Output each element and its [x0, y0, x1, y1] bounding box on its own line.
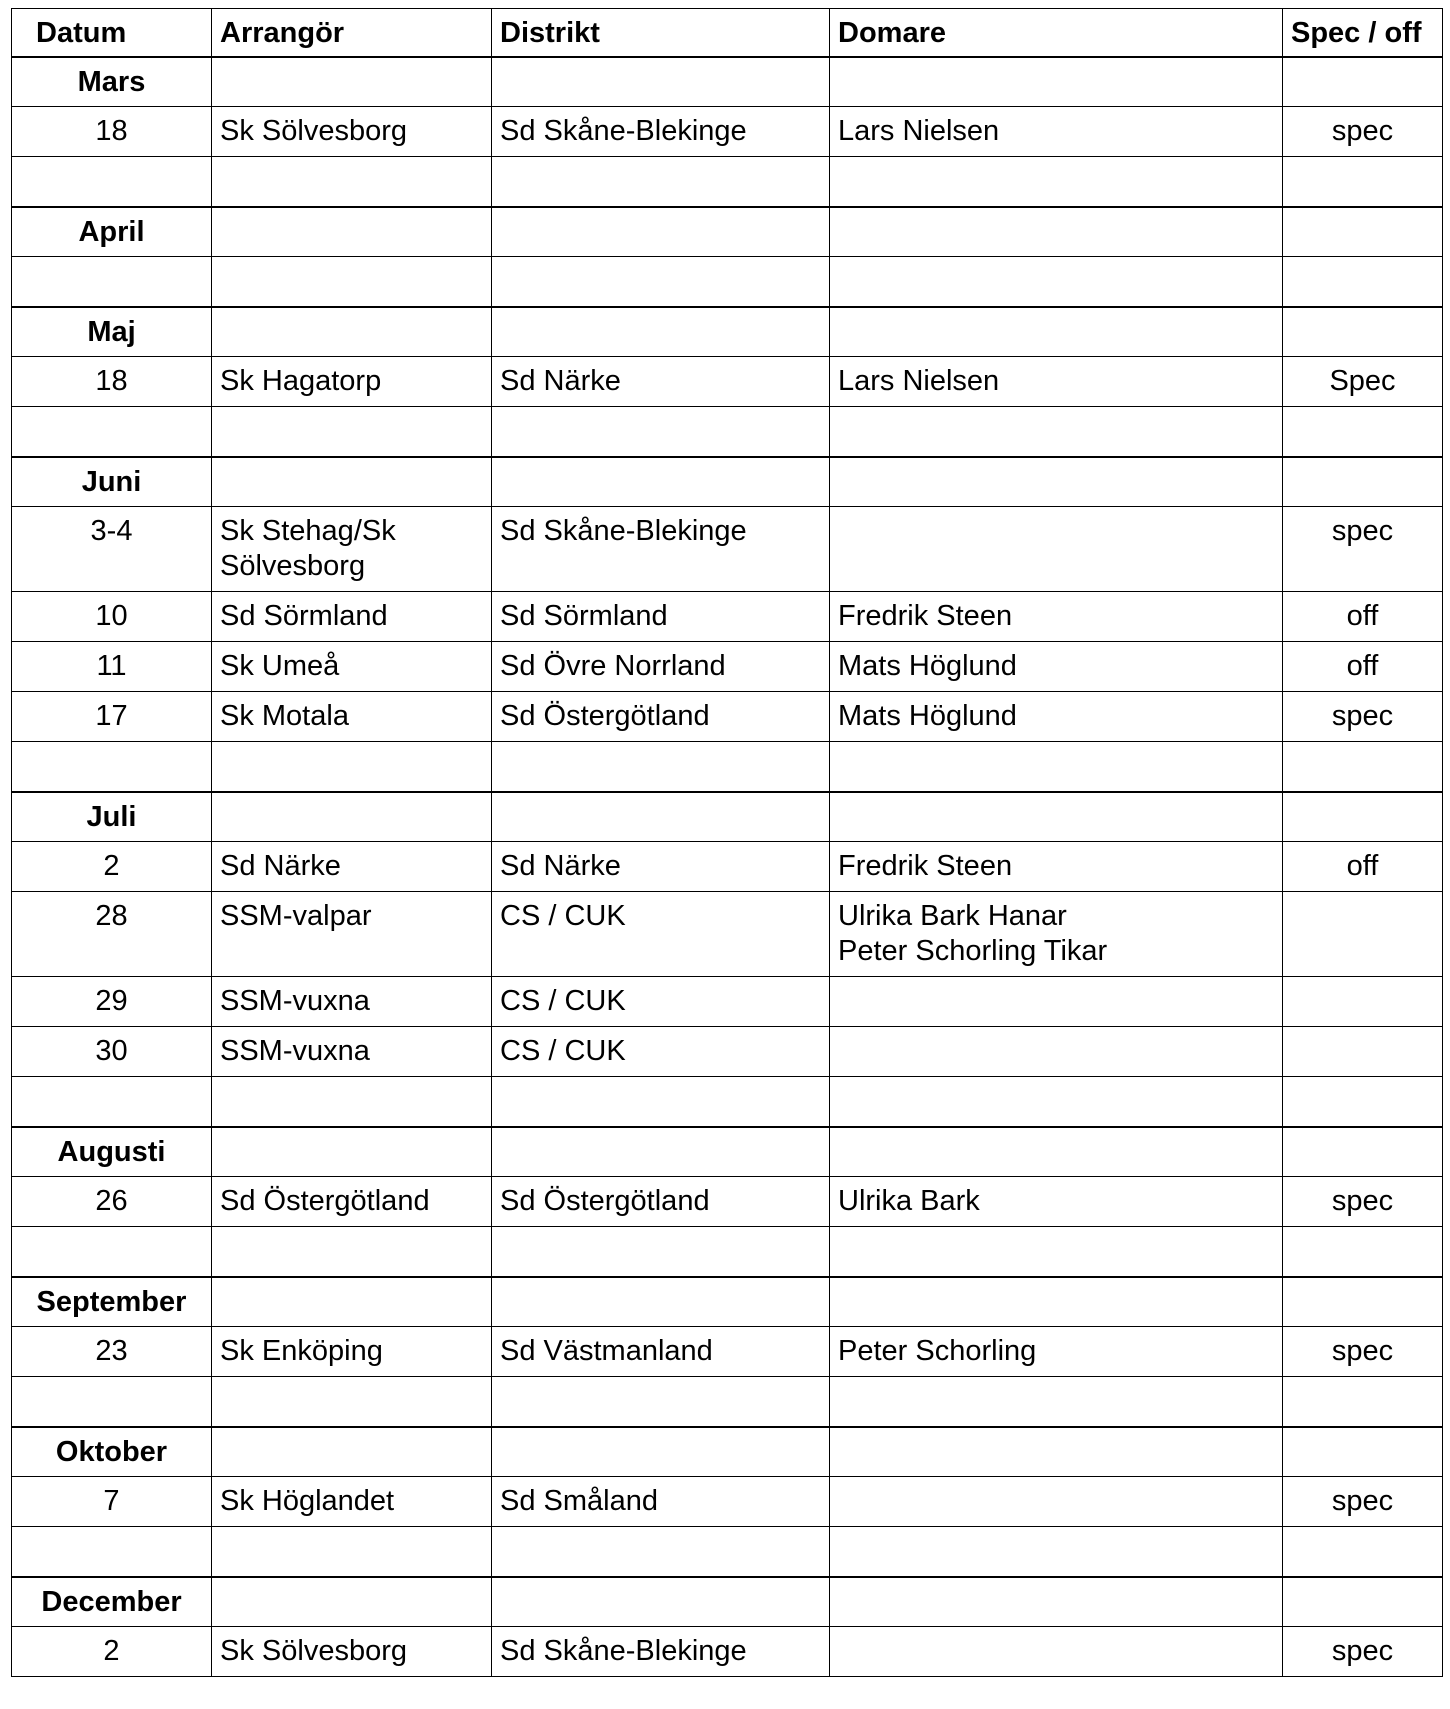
district-cell	[492, 407, 830, 457]
cell-text: Augusti	[57, 1135, 166, 1168]
cell-text: off	[1346, 850, 1379, 882]
arranger-cell	[212, 642, 492, 692]
cell-text: 2	[103, 1635, 120, 1667]
month-row	[12, 792, 1443, 842]
cell-text: Ulrika Bark Hanar Peter Schorling Tikar	[838, 900, 1108, 967]
cell-text: 11	[96, 650, 127, 682]
schedule-body	[12, 57, 1443, 1677]
table-row	[12, 892, 1443, 977]
month-row	[12, 207, 1443, 257]
judge-cell	[830, 207, 1283, 257]
date-cell	[12, 592, 212, 642]
cell-text: Sd Östergötland	[220, 1185, 430, 1217]
spec-off-cell	[1283, 1477, 1443, 1527]
month-label	[12, 1427, 212, 1477]
cell-text: Sk Motala	[220, 700, 349, 732]
judge-cell	[830, 407, 1283, 457]
cell-text: Oktober	[55, 1435, 168, 1468]
district-cell	[492, 57, 830, 107]
arranger-cell	[212, 107, 492, 157]
date-cell	[12, 407, 212, 457]
header-arrangor: Arrangör	[212, 9, 492, 57]
cell-text: 17	[95, 700, 128, 732]
district-cell	[492, 1627, 830, 1677]
cell-text: Sk Sölvesborg	[220, 115, 407, 147]
district-cell	[492, 842, 830, 892]
district-cell	[492, 1227, 830, 1277]
judge-cell	[830, 742, 1283, 792]
spec-off-cell	[1283, 357, 1443, 407]
arranger-cell	[212, 157, 492, 207]
cell-text: Sd Sörmland	[500, 600, 668, 632]
judge-cell	[830, 1477, 1283, 1527]
arranger-cell	[212, 1477, 492, 1527]
district-cell	[492, 892, 830, 977]
spec-off-cell	[1283, 1027, 1443, 1077]
judge-cell	[830, 842, 1283, 892]
arranger-cell	[212, 792, 492, 842]
cell-text: April	[78, 215, 145, 248]
spec-off-cell	[1283, 1077, 1443, 1127]
arranger-cell	[212, 1627, 492, 1677]
arranger-cell	[212, 1077, 492, 1127]
spec-off-cell	[1283, 57, 1443, 107]
arranger-cell	[212, 1277, 492, 1327]
arranger-cell	[212, 307, 492, 357]
cell-text: Peter Schorling	[838, 1335, 1037, 1367]
date-cell	[12, 1527, 212, 1577]
judge-cell	[830, 107, 1283, 157]
blank-row	[12, 257, 1443, 307]
judge-cell	[830, 1077, 1283, 1127]
arranger-cell	[212, 257, 492, 307]
cell-text: Sd Närke	[500, 365, 621, 397]
spec-off-cell	[1283, 207, 1443, 257]
district-cell	[492, 1477, 830, 1527]
judge-cell	[830, 1177, 1283, 1227]
cell-text: spec	[1331, 700, 1394, 732]
arranger-cell	[212, 1577, 492, 1627]
table-row	[12, 357, 1443, 407]
cell-text: CS / CUK	[500, 985, 626, 1017]
date-cell	[12, 977, 212, 1027]
district-cell	[492, 692, 830, 742]
spec-off-cell	[1283, 642, 1443, 692]
month-label	[12, 307, 212, 357]
cell-text: Sd Småland	[500, 1485, 658, 1517]
table-row	[12, 1327, 1443, 1377]
date-cell	[12, 642, 212, 692]
judge-cell	[830, 257, 1283, 307]
cell-text: SSM-vuxna	[220, 985, 370, 1017]
cell-text: Mats Höglund	[838, 700, 1017, 732]
header-domare: Domare	[830, 9, 1283, 57]
judge-cell	[830, 642, 1283, 692]
cell-text: Mars	[77, 65, 146, 98]
district-cell	[492, 1127, 830, 1177]
month-row	[12, 1577, 1443, 1627]
cell-text: spec	[1331, 115, 1394, 147]
spec-off-cell	[1283, 1227, 1443, 1277]
spec-off-cell	[1283, 257, 1443, 307]
arranger-cell	[212, 1527, 492, 1577]
district-cell	[492, 977, 830, 1027]
spec-off-cell	[1283, 592, 1443, 642]
spec-off-cell	[1283, 1577, 1443, 1627]
date-cell	[12, 842, 212, 892]
judge-cell	[830, 57, 1283, 107]
blank-row	[12, 157, 1443, 207]
date-cell	[12, 692, 212, 742]
judge-cell	[830, 1577, 1283, 1627]
date-cell	[12, 257, 212, 307]
cell-text: Ulrika Bark	[838, 1185, 980, 1217]
cell-text: spec	[1331, 1185, 1394, 1217]
table-row	[12, 592, 1443, 642]
district-cell	[492, 307, 830, 357]
judge-cell	[830, 892, 1283, 977]
cell-text: SSM-valpar	[220, 900, 372, 932]
judge-cell	[830, 1127, 1283, 1177]
district-cell	[492, 792, 830, 842]
table-row	[12, 507, 1443, 592]
arranger-cell	[212, 1377, 492, 1427]
cell-text: Juni	[81, 465, 142, 498]
month-label	[12, 792, 212, 842]
arranger-cell	[212, 1127, 492, 1177]
month-row	[12, 307, 1443, 357]
spec-off-cell	[1283, 507, 1443, 592]
spec-off-cell	[1283, 457, 1443, 507]
date-cell	[12, 1027, 212, 1077]
arranger-cell	[212, 1227, 492, 1277]
spec-off-cell	[1283, 742, 1443, 792]
table-row	[12, 977, 1443, 1027]
district-cell	[492, 742, 830, 792]
district-cell	[492, 592, 830, 642]
cell-text: Sk Umeå	[220, 650, 340, 682]
district-cell	[492, 1077, 830, 1127]
arranger-cell	[212, 1327, 492, 1377]
cell-text: 30	[95, 1035, 128, 1067]
cell-text: Sd Närke	[500, 850, 621, 882]
table-row	[12, 1027, 1443, 1077]
cell-text: SSM-vuxna	[220, 1035, 370, 1067]
month-row	[12, 1427, 1443, 1477]
cell-text: Sk Hagatorp	[220, 365, 382, 397]
cell-text: spec	[1331, 1635, 1394, 1667]
month-label	[12, 1277, 212, 1327]
table-row	[12, 1177, 1443, 1227]
judge-cell	[830, 307, 1283, 357]
arranger-cell	[212, 977, 492, 1027]
cell-text: Fredrik Steen	[838, 600, 1013, 632]
cell-text: Sk Sölvesborg	[220, 1635, 407, 1667]
header-distrikt: Distrikt	[492, 9, 830, 57]
spec-off-cell	[1283, 977, 1443, 1027]
month-row	[12, 1277, 1443, 1327]
cell-text: Sd Skåne-Blekinge	[500, 515, 747, 547]
cell-text: Sd Övre Norrland	[500, 650, 726, 682]
judge-cell	[830, 357, 1283, 407]
cell-text: 10	[95, 600, 128, 632]
table-row	[12, 1627, 1443, 1677]
table-row	[12, 107, 1443, 157]
spec-off-cell	[1283, 692, 1443, 742]
district-cell	[492, 357, 830, 407]
district-cell	[492, 507, 830, 592]
blank-row	[12, 1377, 1443, 1427]
cell-text: 3-4	[90, 515, 133, 547]
spec-off-cell	[1283, 792, 1443, 842]
judge-cell	[830, 157, 1283, 207]
district-cell	[492, 1377, 830, 1427]
spec-off-cell	[1283, 157, 1443, 207]
district-cell	[492, 1427, 830, 1477]
arranger-cell	[212, 57, 492, 107]
table-row	[12, 642, 1443, 692]
blank-row	[12, 1527, 1443, 1577]
date-cell	[12, 742, 212, 792]
cell-text: spec	[1331, 515, 1394, 547]
schedule-table	[11, 8, 1443, 1677]
cell-text: spec	[1331, 1335, 1394, 1367]
cell-text: CS / CUK	[500, 1035, 626, 1067]
cell-text: Sd Skåne-Blekinge	[500, 115, 747, 147]
arranger-cell	[212, 207, 492, 257]
spec-off-cell	[1283, 1627, 1443, 1677]
blank-row	[12, 1227, 1443, 1277]
cell-text: 18	[95, 365, 128, 397]
date-cell	[12, 1077, 212, 1127]
table-row	[12, 692, 1443, 742]
date-cell	[12, 157, 212, 207]
cell-text: 28	[95, 900, 128, 932]
cell-text: Sk Enköping	[220, 1335, 383, 1367]
spec-off-cell	[1283, 1127, 1443, 1177]
arranger-cell	[212, 407, 492, 457]
arranger-cell	[212, 892, 492, 977]
cell-text: Sd Sörmland	[220, 600, 388, 632]
judge-cell	[830, 1527, 1283, 1577]
cell-text: 29	[95, 985, 128, 1017]
district-cell	[492, 207, 830, 257]
date-cell	[12, 507, 212, 592]
arranger-cell	[212, 357, 492, 407]
judge-cell	[830, 1627, 1283, 1677]
spec-off-cell	[1283, 892, 1443, 977]
district-cell	[492, 642, 830, 692]
date-cell	[12, 357, 212, 407]
blank-row	[12, 742, 1443, 792]
spec-off-cell	[1283, 1327, 1443, 1377]
judge-cell	[830, 592, 1283, 642]
cell-text: Sd Skåne-Blekinge	[500, 1635, 747, 1667]
judge-cell	[830, 1327, 1283, 1377]
date-cell	[12, 1377, 212, 1427]
district-cell	[492, 1027, 830, 1077]
cell-text: Mats Höglund	[838, 650, 1017, 682]
cell-text: 23	[95, 1335, 128, 1367]
judge-cell	[830, 457, 1283, 507]
spec-off-cell	[1283, 1277, 1443, 1327]
cell-text: Sd Östergötland	[500, 700, 710, 732]
cell-text: Sd Östergötland	[500, 1185, 710, 1217]
arranger-cell	[212, 692, 492, 742]
cell-text: Spec	[1329, 365, 1396, 397]
date-cell	[12, 1177, 212, 1227]
cell-text: 7	[103, 1485, 120, 1517]
arranger-cell	[212, 1427, 492, 1477]
cell-text: Sd Västmanland	[500, 1335, 713, 1367]
date-cell	[12, 1227, 212, 1277]
judge-cell	[830, 1427, 1283, 1477]
date-cell	[12, 107, 212, 157]
month-label	[12, 1577, 212, 1627]
cell-text: 18	[95, 115, 128, 147]
spec-off-cell	[1283, 1527, 1443, 1577]
arranger-cell	[212, 457, 492, 507]
cell-text: Sd Närke	[220, 850, 341, 882]
header-spec-off: Spec / off	[1283, 9, 1443, 57]
district-cell	[492, 257, 830, 307]
cell-text: 26	[95, 1185, 128, 1217]
month-label	[12, 457, 212, 507]
cell-text: off	[1346, 650, 1379, 682]
cell-text: CS / CUK	[500, 900, 626, 932]
header-row	[12, 9, 1443, 57]
judge-cell	[830, 1227, 1283, 1277]
spec-off-cell	[1283, 842, 1443, 892]
judge-cell	[830, 692, 1283, 742]
district-cell	[492, 457, 830, 507]
cell-text: spec	[1331, 1485, 1394, 1517]
spec-off-cell	[1283, 1427, 1443, 1477]
table-row	[12, 842, 1443, 892]
arranger-cell	[212, 507, 492, 592]
month-label	[12, 57, 212, 107]
district-cell	[492, 1577, 830, 1627]
spec-off-cell	[1283, 1177, 1443, 1227]
judge-cell	[830, 792, 1283, 842]
cell-text: 2	[103, 850, 120, 882]
cell-text: off	[1346, 600, 1379, 632]
table-row	[12, 1477, 1443, 1527]
spec-off-cell	[1283, 307, 1443, 357]
district-cell	[492, 1527, 830, 1577]
district-cell	[492, 107, 830, 157]
date-cell	[12, 1477, 212, 1527]
date-cell	[12, 1627, 212, 1677]
district-cell	[492, 1277, 830, 1327]
arranger-cell	[212, 842, 492, 892]
district-cell	[492, 1327, 830, 1377]
header-datum: Datum	[12, 9, 212, 57]
cell-text: September	[36, 1285, 187, 1318]
spec-off-cell	[1283, 1377, 1443, 1427]
month-row	[12, 1127, 1443, 1177]
arranger-cell	[212, 592, 492, 642]
cell-text: Sk Höglandet	[220, 1485, 395, 1517]
arranger-cell	[212, 742, 492, 792]
judge-cell	[830, 507, 1283, 592]
judge-cell	[830, 977, 1283, 1027]
spec-off-cell	[1283, 107, 1443, 157]
cell-text: December	[41, 1585, 182, 1618]
month-label	[12, 207, 212, 257]
month-label	[12, 1127, 212, 1177]
arranger-cell	[212, 1177, 492, 1227]
judge-cell	[830, 1377, 1283, 1427]
cell-text: Lars Nielsen	[838, 365, 1000, 397]
cell-text: Lars Nielsen	[838, 115, 1000, 147]
blank-row	[12, 407, 1443, 457]
date-cell	[12, 1327, 212, 1377]
cell-text: Maj	[87, 315, 136, 348]
district-cell	[492, 157, 830, 207]
cell-text: Fredrik Steen	[838, 850, 1013, 882]
judge-cell	[830, 1027, 1283, 1077]
district-cell	[492, 1177, 830, 1227]
month-row	[12, 57, 1443, 107]
blank-row	[12, 1077, 1443, 1127]
cell-text: Sk Stehag/Sk Sölvesborg	[220, 515, 396, 582]
spec-off-cell	[1283, 407, 1443, 457]
month-row	[12, 457, 1443, 507]
cell-text: Juli	[86, 800, 137, 833]
judge-cell	[830, 1277, 1283, 1327]
arranger-cell	[212, 1027, 492, 1077]
date-cell	[12, 892, 212, 977]
